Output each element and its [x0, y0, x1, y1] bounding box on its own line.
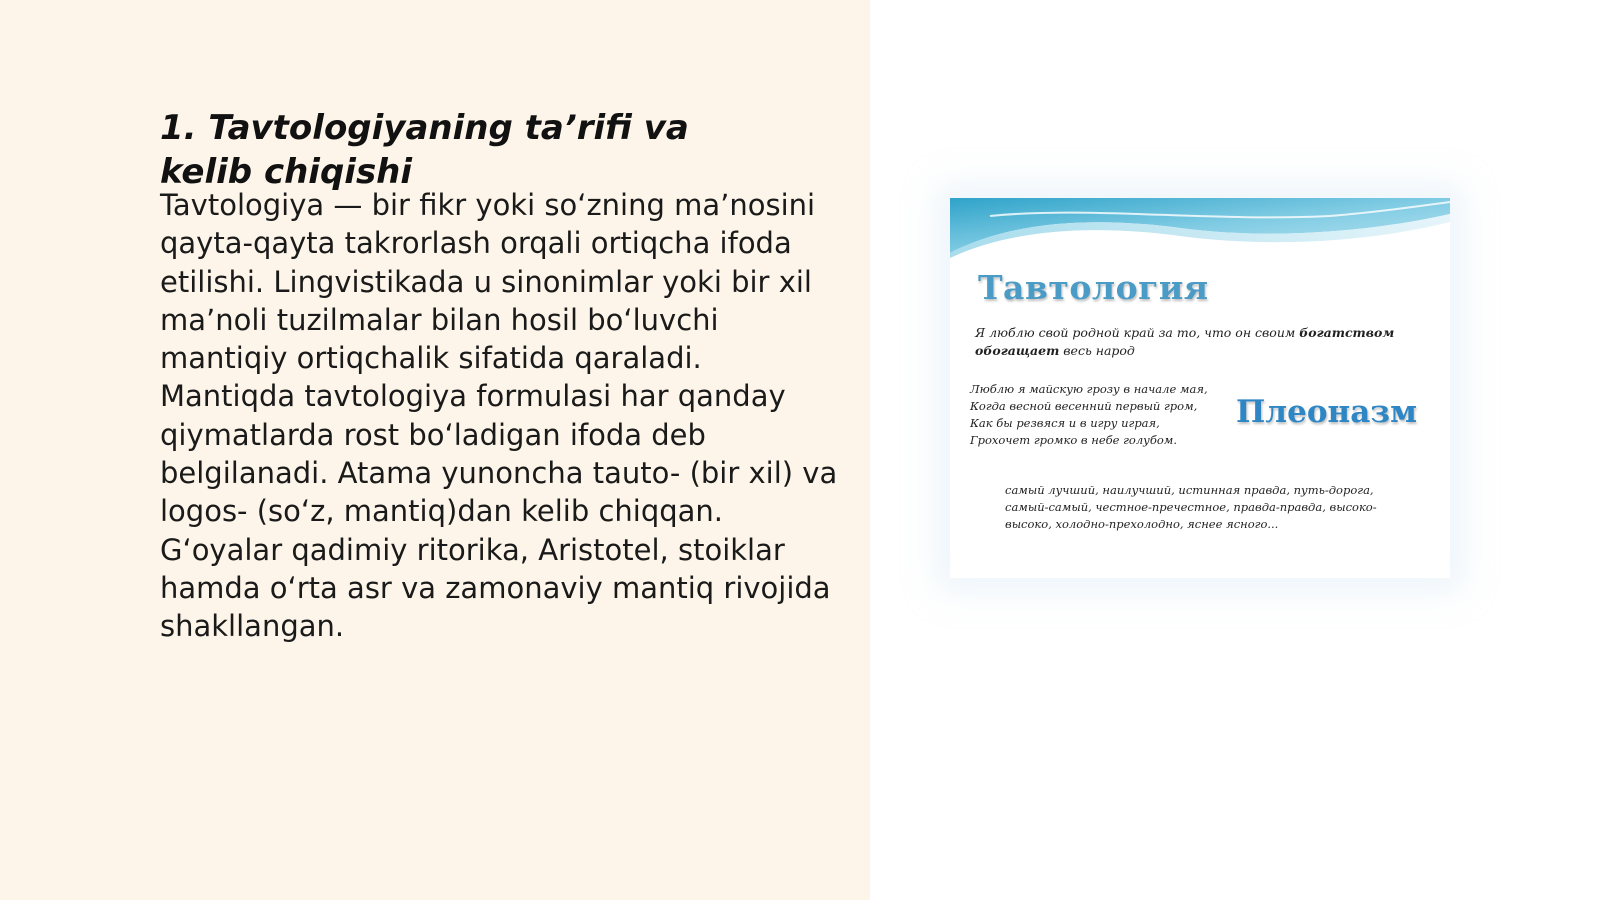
tautology-example-sentence: [975, 324, 1415, 360]
sentence-bold-word: обогащает: [975, 343, 1060, 358]
tautology-poem: [970, 381, 1230, 449]
poem-line: Когда весной весенний первый гром,: [970, 399, 1198, 413]
pleonasm-examples: самый лучший, наилучший, истинная правда, путь-дорога, самый-самый, честное-пречестное, правда-правда, высоко-высоко, холодно-прехолодно, яснее ясного...: [1005, 483, 1377, 531]
tautology-pleonasm-image: [950, 198, 1450, 578]
sentence-text: весь народ: [1059, 343, 1135, 358]
slide-title: 1. Tavtologiyaning ta’rifi va kelib chiqishi: [160, 108, 689, 192]
slide-body-text: Tavtologiya — bir fikr yoki so‘zning ma’nosini qayta-qayta takrorlash orqali ortiqcha ifoda etilishi. Lingvistikada u sinonimlar yoki bir xil ma’noli tuzilmalar bilan hosil bo‘luvchi mantiqiy ortiqchalik sifatida qaraladi. Mantiqda tavtologiya formulasi har qanday qiymatlarda rost bo‘ladigan ifoda deb belgilanadi. Atama yunoncha tauto- (bir xil) va logos- (so‘z, mantiq)dan kelib chiqqan. G‘oyalar qadimiy ritorika, Aristotel, stoiklar hamda o‘rta asr va zamonaviy mantiq rivojida shakllangan.: [160, 188, 838, 644]
poem-line: Люблю я майскую грозу в начале мая,: [970, 382, 1208, 396]
tautology-heading: Тавтология: [978, 268, 1209, 307]
sentence-bold-word: богатством: [1299, 325, 1395, 340]
poem-line: Как бы резвяся и в игру играя,: [970, 416, 1160, 430]
pleonasm-heading: Плеоназм: [1236, 394, 1418, 430]
poem-line: Грохочет громко в небе голубом.: [970, 433, 1177, 447]
sentence-text: Я люблю свой родной край за то, что он своим: [975, 325, 1300, 340]
wave-banner: [950, 198, 1450, 258]
